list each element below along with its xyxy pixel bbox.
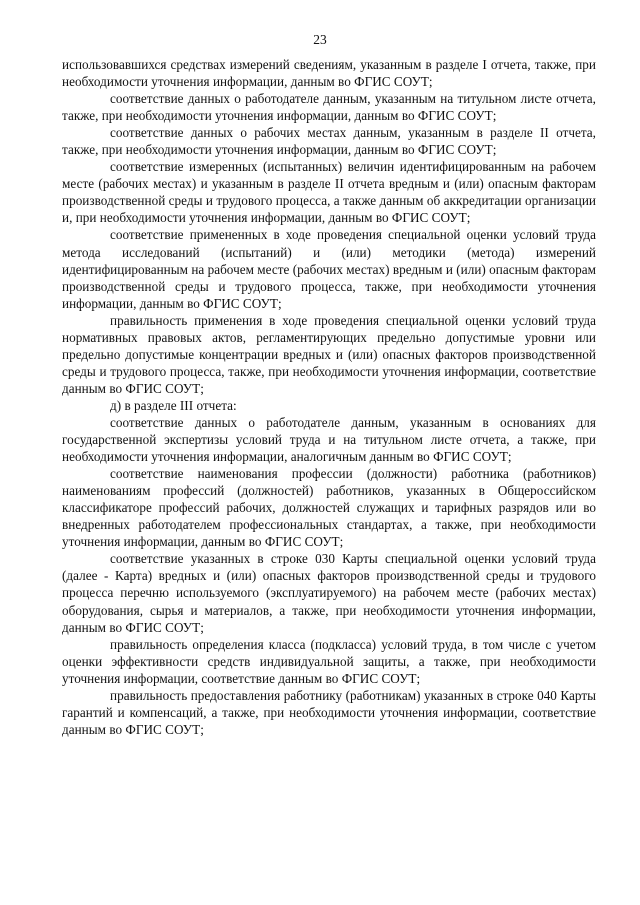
paragraph-11: правильность определения класса (подкласса) условий труда, в том числе с учетом оценки эффективности средств индивидуальной защиты, а также, при необходимости уточнения информации, соответствие данным во ФГИС СОУТ; bbox=[62, 636, 596, 686]
paragraph-5: соответствие примененных в ходе проведения специальной оценки условий труда метода исследований (испытаний) и (или) методики (метода) измерений идентифицированным на рабочем месте (рабочих местах) вредным и (или) опасным факторам производственной среды и трудового процесса, также, при необходимости уточнения информации, данным во ФГИС СОУТ; bbox=[62, 227, 596, 311]
paragraph-1: использовавшихся средствах измерений сведениям, указанным в разделе I отчета, также, при необходимости уточнения информации, данным во ФГИС СОУТ; bbox=[62, 57, 596, 90]
paragraph-4: соответствие измеренных (испытанных) величин идентифицированным на рабочем месте (рабочих местах) и указанным в разделе II отчета вредным и (или) опасным факторам производственной среды и трудового процесса, а также данным об аккредитации организации и, при необходимости уточнения информации, данным во ФГИС СОУТ; bbox=[62, 159, 596, 226]
document-body bbox=[62, 56, 596, 738]
paragraph-9: соответствие наименования профессии (должности) работника (работников) наименованиям профессий (должностей) работников, указанных в Общероссийском классификаторе профессий рабочих, должностей служащих и тарифных разрядов или во внедренных работодателем профессиональных стандартах, а также, при необходимости уточнения информации, данным во ФГИС СОУТ; bbox=[62, 466, 596, 550]
paragraph-6: правильность применения в ходе проведения специальной оценки условий труда нормативных правовых актов, регламентирующих предельно допустимые уровни или предельно допустимые концентрации вредных и (или) опасных факторов производственной среды и трудового процесса, также, при необходимости уточнения информации, соответствие данным во ФГИС СОУТ; bbox=[62, 312, 596, 396]
paragraph-10: соответствие указанных в строке 030 Карты специальной оценки условий труда (далее - Карта) вредных и (или) опасных факторов производственной среды и трудового процесса перечню используемого (эксплуатируемого) на рабочем месте (рабочих местах) оборудования, сырья и материалов, а также, при необходимости уточнения информации, данным во ФГИС СОУТ; bbox=[62, 551, 596, 635]
paragraph-8: соответствие данных о работодателе данным, указанным в основаниях для государственной экспертизы условий труда и на титульном листе отчета, а также, при необходимости уточнения информации, аналогичным данным во ФГИС СОУТ; bbox=[62, 414, 596, 465]
page-number: 23 bbox=[313, 32, 327, 47]
section-heading-d: д) в разделе III отчета: bbox=[110, 397, 237, 413]
paragraph-12: правильность предоставления работнику (работникам) указанных в строке 040 Карты гарантий и компенсаций, а также, при необходимости уточнения информации, соответствие данным во ФГИС СОУТ; bbox=[62, 687, 596, 737]
paragraph-2: соответствие данных о работодателе данным, указанным на титульном листе отчета, также, при необходимости уточнения информации, данным во ФГИС СОУТ; bbox=[62, 91, 596, 124]
paragraph-3: соответствие данных о рабочих местах данным, указанным в разделе II отчета, также, при необходимости уточнения информации, данным во ФГИС СОУТ; bbox=[62, 125, 596, 158]
